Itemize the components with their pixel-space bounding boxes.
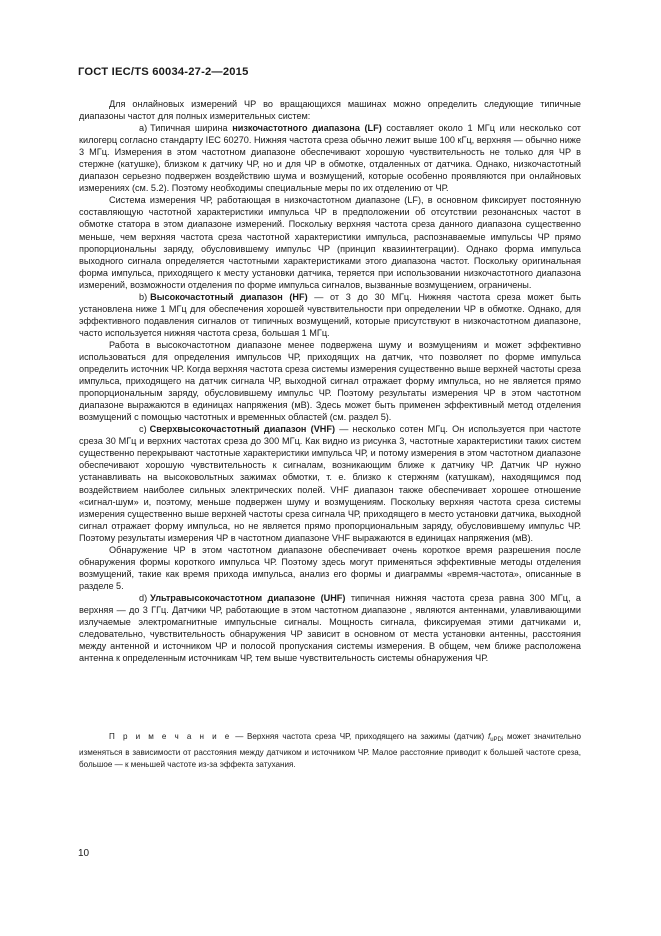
item-marker: а) bbox=[139, 123, 148, 134]
note-paragraph bbox=[79, 731, 581, 772]
item-c-followup: Обнаружение ЧР в этом частотном диапазоне обеспечивает очень короткое время разрешения после обнаружения формы короткого импульса ЧР. Поэтому здесь могут применяться эффективные методы отделения возмущений, такие как время прихода импульса, анализ его формы и диаграммы «время-частота», описанные в разделе 5. bbox=[79, 544, 581, 591]
item-c-paragraph bbox=[79, 423, 581, 543]
item-b-paragraph bbox=[79, 291, 581, 339]
item-term: Сверхвысокочастотный диапазон (VHF) bbox=[149, 424, 335, 435]
document-header: ГОСТ IEC/TS 60034-27-2—2015 bbox=[78, 66, 249, 78]
item-marker: с) bbox=[139, 424, 147, 435]
item-text: — несколько сотен МГц. Он используется при частоте среза 30 МГц и верхних частотах среза до 300 МГц. Как видно из рисунка 3, частотные характеристики таких систем существенно перекрывают частотные характеристики импульса ЧР, и потому измерения в этом частотном диапазоне обеспечивают хорошую чувствительность к сигналам, возникающим ближе к датчику ЧР. Датчик ЧР нужно устанавливать на высоковольтных зажимах обмотки, т. е. близко к стержням (катушкам), находящимся под воздействием наиболее сильных электрических полей. VHF диапазон также обеспечивает хорошее отношение «сигнал-шум» и, поэтому, меньше подвержен шуму и возмущениям. Поскольку верхняя частота среза системы измерения существенно выше верхней частоты среза сигнала ЧР, приходящего в место установки датчика, выходной сигнал отражает форму импульса, но не является прямо пропорциональным заряду, обусловившему импульс ЧР. Поэтому результаты измерения ЧР в частотном диапазоне VHF выражаются в единицах напряжения (мВ). bbox=[79, 424, 581, 543]
page-number: 10 bbox=[78, 848, 90, 859]
item-text: типичная нижняя частота среза равна 300 МГц, а верхняя — до 3 ГГц. Датчики ЧР, работающие в этом частотном диапазоне , являются антеннами, улавливающими излучаемые электромагнитные импульсные сигналы. Мощность сигнала, фиксируемая этими датчиками и, следовательно, чувствительность обнаружения ЧР зависит в основном от места установки антенны, расстояния между антенной и источником ЧР и полосой пропускания системы измерения. В общем, чем ближе расположена антенна к определенным источникам ЧР, тем выше чувствительность системы обнаружения ЧР. bbox=[79, 592, 581, 664]
note-text-before: — Верхняя частота среза ЧР, приходящего на зажимы (датчик) bbox=[231, 732, 488, 741]
item-b-followup: Работа в высокочастотном диапазоне менее подвержена шуму и возмущениям и может эффективно использоваться для определения импульсов ЧР, приходящих на датчик, что позволяет по форме импульса определить источник ЧР. Когда верхняя частота среза системы измерения существенно выше верхней частоты среза импульса, приходящего на датчик сигнала ЧР, выходной сигнал отражает форму импульса, но не является прямо пропорциональным заряду, обусловившему импульс ЧР. Поэтому результаты измерения ЧР в этом частотном диапазоне выражаются в единицах напряжения (мВ). Здесь может быть применен эффективный метод отделения возмущений с помощью частотных и временных областей (см. раздел 5). bbox=[79, 339, 581, 423]
note-block bbox=[79, 731, 581, 772]
document-body bbox=[79, 98, 581, 664]
intro-paragraph: Для онлайновых измерений ЧР во вращающихся машинах можно определить следующие типичные диапазоны частот для полных измерительных систем: bbox=[79, 99, 581, 122]
note-symbol: f bbox=[487, 732, 491, 741]
item-pre: Типичная ширина bbox=[150, 123, 233, 134]
item-a-paragraph bbox=[79, 122, 581, 194]
item-marker: b) bbox=[139, 291, 148, 302]
item-text: — от 3 до 30 МГц. Нижняя частота среза может быть установлена ниже 1 МГц для обеспечения хорошей чувствительности при определении ЧР в обмотке. Однако, для эффективного подавления сигналов от типичных возмущений, которые присутствуют в низкочастотном диапазоне, часто используется нижняя частота среза, большая 1 МГц. bbox=[79, 291, 581, 338]
note-text-after: может значительно изменяться в зависимости от расстояния между датчиком и источником ЧР. Малое расстояние приводит к большей частоте среза, большое — к меньшей частоте из-за эффекта затухания. bbox=[79, 732, 582, 770]
item-term: Высокочастотный диапазон (HF) bbox=[150, 291, 308, 302]
item-a-followup: Система измерения ЧР, работающая в низкочастотном диапазоне (LF), в основном фиксирует постоянную составляющую частотной характеристики импульса ЧР в предположении об отсутствии резонансных частот в обмотке статора в этом диапазоне измерений. Поскольку верхняя частота среза данного диапазона существенно меньше, чем верхняя частота среза частотной характеристики импульса, распознаваемые импульсы ЧР прямо пропорциональны заряду, обусловившему импульс ЧР (принцип квазиинтеграции). Однако форма импульса выходного сигнала определяется частотными характеристиками этого диапазона частот. Поскольку оригинальная форма импульса, приходящего к месту установки датчика, теряется при использовании низкочастотного диапазона измерений, возможности отделения по форме импульса сигналов, вызванные возмущением, ограничены. bbox=[79, 195, 581, 290]
note-label: П р и м е ч а н и е bbox=[109, 732, 232, 741]
item-marker: d) bbox=[139, 592, 148, 603]
note-symbol-subscript: uPDi bbox=[490, 737, 504, 743]
item-term: низкочастотного диапазона (LF) bbox=[232, 123, 382, 134]
item-term: Ультравысокочастотном диапазоне (UHF) bbox=[150, 592, 346, 603]
item-d-paragraph bbox=[79, 592, 581, 664]
item-text: составляет около 1 МГц или несколько сот килогерц согласно стандарту IEC 60270. Нижняя частота среза обычно лежит выше 100 кГц, верхняя — обычно ниже 3 МГц. Измерения в этом частотном диапазоне обеспечивают хорошую чувствительность не только для ЧР в стержне (катушке), близком к датчику ЧР, но и для ЧР в обмотке, отдаленных от датчика. Однако, низкочастотный диапазон серьезно подвержен воздействию шума и возмущений, которые особенно проявляются при онлайновых измерениях (см. 5.2). Поэтому необходимы специальные меры по их отделению от ЧР. bbox=[79, 123, 581, 194]
